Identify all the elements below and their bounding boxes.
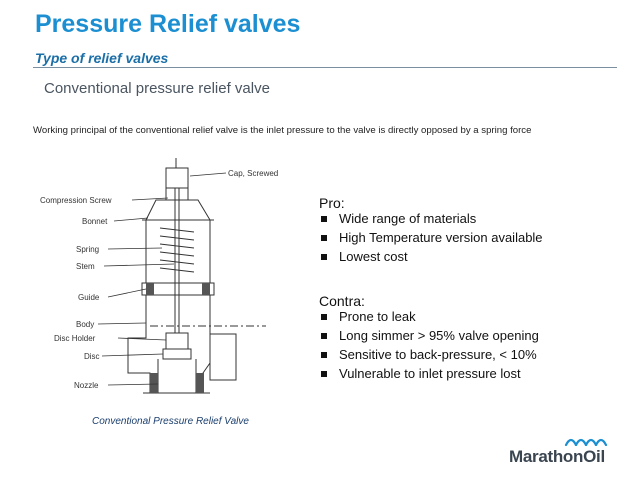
pros-list [321, 209, 543, 266]
bullet-square-icon [321, 333, 327, 339]
pros-item-text: Wide range of materials [339, 211, 477, 226]
contra-list [321, 307, 539, 383]
contra-item-text: Sensitive to back-pressure, < 10% [339, 347, 537, 362]
contra-item [321, 364, 539, 383]
contra-item-text: Vulnerable to inlet pressure lost [339, 366, 521, 381]
label-body: Body [76, 320, 95, 329]
bullet-square-icon [321, 254, 327, 260]
diagram-caption: Conventional Pressure Relief Valve [92, 416, 249, 427]
bullet-square-icon [321, 314, 327, 320]
label-bonnet: Bonnet [82, 217, 108, 226]
principle-text: Working principal of the conventional relief valve is the inlet pressure to the valve is directly opposed by a spring force [33, 125, 532, 136]
label-disc-holder: Disc Holder [54, 334, 96, 343]
label-stem: Stem [76, 262, 95, 271]
pros-item [321, 228, 543, 247]
bullet-square-icon [321, 235, 327, 241]
label-compression-screw: Compression Screw [40, 196, 112, 205]
marathon-waves-icon [563, 434, 607, 446]
label-guide: Guide [78, 293, 100, 302]
contra-item-text: Long simmer > 95% valve opening [339, 328, 539, 343]
bullet-square-icon [321, 371, 327, 377]
bullet-square-icon [321, 216, 327, 222]
page-subtitle: Type of relief valves [35, 50, 169, 66]
pros-item [321, 209, 543, 228]
label-spring: Spring [76, 245, 100, 254]
section-heading: Conventional pressure relief valve [44, 80, 270, 97]
pros-item [321, 247, 543, 266]
logo-wordmark: MarathonOil [509, 447, 605, 466]
company-logo [509, 434, 625, 470]
pros-heading: Pro: [319, 195, 345, 211]
label-disc: Disc [84, 352, 100, 361]
contra-item [321, 307, 539, 326]
contra-item [321, 345, 539, 364]
valve-diagram [38, 158, 306, 408]
contra-item-text: Prone to leak [339, 309, 416, 324]
contra-heading: Contra: [319, 293, 365, 309]
page-title: Pressure Relief valves [35, 10, 301, 38]
label-nozzle: Nozzle [74, 381, 99, 390]
contra-item [321, 326, 539, 345]
pros-item-text: High Temperature version available [339, 230, 543, 245]
pros-item-text: Lowest cost [339, 249, 408, 264]
header-divider [33, 67, 617, 68]
bullet-square-icon [321, 352, 327, 358]
label-cap: Cap, Screwed [228, 169, 279, 178]
